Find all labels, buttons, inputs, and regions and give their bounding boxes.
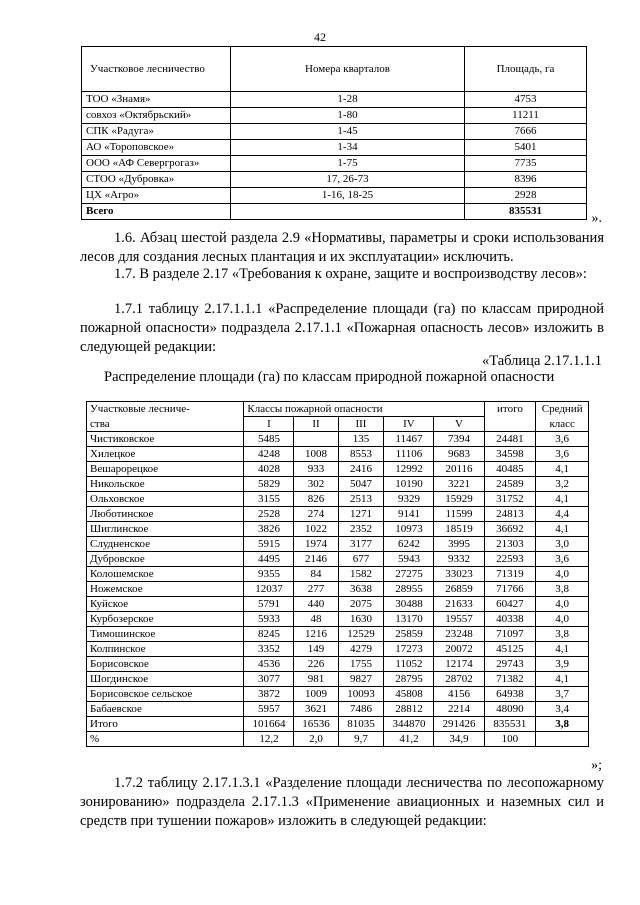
table-row xyxy=(82,124,587,140)
class-2-area: 1974 xyxy=(294,537,338,552)
class-2-area: 1009 xyxy=(294,687,338,702)
class-2-area: 302 xyxy=(294,477,338,492)
class-1-area: 5485 xyxy=(244,432,294,447)
average-class: 3,6 xyxy=(536,432,589,447)
class-2-area: 1008 xyxy=(294,447,338,462)
table-row xyxy=(87,672,589,687)
table-row xyxy=(87,522,589,537)
class-1-area: 12037 xyxy=(244,582,294,597)
class-1-area: 4495 xyxy=(244,552,294,567)
class-label: V xyxy=(434,417,484,432)
table-row xyxy=(87,612,589,627)
average-class: 4,0 xyxy=(536,567,589,582)
area-value: 2928 xyxy=(465,188,587,204)
class-1-area: 9355 xyxy=(244,567,294,582)
table-row xyxy=(87,567,589,582)
table-row xyxy=(87,432,589,447)
district-name: Тимошинское xyxy=(87,627,244,642)
class-5-area: 20116 xyxy=(434,462,484,477)
table-row xyxy=(87,507,589,522)
class-2-area: 226 xyxy=(294,657,338,672)
class-3-area: 2352 xyxy=(338,522,384,537)
class-4-area: 6242 xyxy=(384,537,434,552)
class-5-area: 12174 xyxy=(434,657,484,672)
class-1-area: 3077 xyxy=(244,672,294,687)
district-name: СТОО «Дубровка» xyxy=(82,172,231,188)
table-label: «Таблица 2.17.1.1.1 xyxy=(481,353,602,369)
total-area: 29743 xyxy=(484,657,536,672)
class-3-area: 677 xyxy=(338,552,384,567)
paragraph-1-7-1: 1.7.1 таблицу 2.17.1.1.1 «Распределение площади (га) по классам природной пожарной опасности» подраздела 2.17.1.1 «Пожарная опасность лесов» изложить в следующей редакции: xyxy=(80,301,604,355)
district-name: Дубровское xyxy=(87,552,244,567)
district-name: ТОО «Знамя» xyxy=(82,92,231,108)
total-label: Всего xyxy=(82,204,231,220)
district-name: Колошемское xyxy=(87,567,244,582)
class-2-area xyxy=(294,432,338,447)
class-5-area: 11599 xyxy=(434,507,484,522)
class-5-area: 34,9 xyxy=(434,732,484,747)
paragraph-1-7: 1.7. В разделе 2.17 «Требования к охране, защите и воспроизводству лесов»: xyxy=(114,266,587,282)
class-2-area: 149 xyxy=(294,642,338,657)
district-name: Курбозерское xyxy=(87,612,244,627)
class-1-area: 4028 xyxy=(244,462,294,477)
class-5-area: 3221 xyxy=(434,477,484,492)
class-1-area: 101664 xyxy=(244,717,294,732)
class-5-area: 2214 xyxy=(434,702,484,717)
district-name: Борисовское сельское xyxy=(87,687,244,702)
class-3-area: 8553 xyxy=(338,447,384,462)
table-row xyxy=(87,447,589,462)
closing-quote: ». xyxy=(591,211,602,226)
total-area: 31752 xyxy=(484,492,536,507)
class-4-area: 30488 xyxy=(384,597,434,612)
table-row xyxy=(87,642,589,657)
total-row xyxy=(87,717,589,732)
district-name: Борисовское xyxy=(87,657,244,672)
table-row xyxy=(87,537,589,552)
class-5-area: 9683 xyxy=(434,447,484,462)
total-quarters xyxy=(231,204,465,220)
class-2-area: 981 xyxy=(294,672,338,687)
class-4-area: 28795 xyxy=(384,672,434,687)
table-subheader-row xyxy=(87,417,589,432)
quarter-numbers: 1-34 xyxy=(231,140,465,156)
area-value: 4753 xyxy=(465,92,587,108)
class-3-area: 1582 xyxy=(338,567,384,582)
class-1-area: 5915 xyxy=(244,537,294,552)
class-4-area: 45808 xyxy=(384,687,434,702)
class-4-area: 11106 xyxy=(384,447,434,462)
header-total-cont xyxy=(484,417,536,432)
class-1-area: 5957 xyxy=(244,702,294,717)
class-5-area: 3995 xyxy=(434,537,484,552)
total-area: 40485 xyxy=(484,462,536,477)
total-area: 100 xyxy=(484,732,536,747)
class-3-area: 3177 xyxy=(338,537,384,552)
class-3-area: 1755 xyxy=(338,657,384,672)
total-area: 48090 xyxy=(484,702,536,717)
table-row xyxy=(82,156,587,172)
class-1-area: 3352 xyxy=(244,642,294,657)
class-5-area: 18519 xyxy=(434,522,484,537)
class-3-area: 4279 xyxy=(338,642,384,657)
average-class: 3,6 xyxy=(536,447,589,462)
class-4-area: 5943 xyxy=(384,552,434,567)
class-3-area: 2416 xyxy=(338,462,384,477)
district-name: Шиглинское xyxy=(87,522,244,537)
class-1-area: 3826 xyxy=(244,522,294,537)
class-2-area: 826 xyxy=(294,492,338,507)
total-area: 22593 xyxy=(484,552,536,567)
percent-row xyxy=(87,732,589,747)
header-district: Участковое лесничество xyxy=(82,47,231,92)
class-2-area: 274 xyxy=(294,507,338,522)
total-area: 45125 xyxy=(484,642,536,657)
average-class: 4,1 xyxy=(536,522,589,537)
average-class: 4,1 xyxy=(536,672,589,687)
header-total: итого xyxy=(484,402,536,417)
class-2-area: 2146 xyxy=(294,552,338,567)
class-4-area: 9141 xyxy=(384,507,434,522)
quarter-numbers: 1-28 xyxy=(231,92,465,108)
district-name: Ножемское xyxy=(87,582,244,597)
average-class: 3,4 xyxy=(536,702,589,717)
district-name: Шогдинское xyxy=(87,672,244,687)
average-class: 4,1 xyxy=(536,492,589,507)
fire-hazard-table xyxy=(86,401,589,747)
class-1-area: 5829 xyxy=(244,477,294,492)
district-name: ЦХ «Агро» xyxy=(82,188,231,204)
class-4-area: 28955 xyxy=(384,582,434,597)
average-class: 3,7 xyxy=(536,687,589,702)
total-area: 60427 xyxy=(484,597,536,612)
table-row xyxy=(87,657,589,672)
average-class: 3,2 xyxy=(536,477,589,492)
class-4-area: 12992 xyxy=(384,462,434,477)
average-class: 4,1 xyxy=(536,462,589,477)
class-4-area: 25859 xyxy=(384,627,434,642)
class-2-area: 277 xyxy=(294,582,338,597)
table-row xyxy=(82,140,587,156)
total-area: 71382 xyxy=(484,672,536,687)
quarter-numbers: 17, 26-73 xyxy=(231,172,465,188)
class-3-area: 1630 xyxy=(338,612,384,627)
table-row xyxy=(87,462,589,477)
average-class: 3,6 xyxy=(536,552,589,567)
class-2-area: 1216 xyxy=(294,627,338,642)
class-4-area: 41,2 xyxy=(384,732,434,747)
paragraph-1-6: 1.6. Абзац шестой раздела 2.9 «Нормативы, параметры и сроки использования лесов для создания лесных плантация и их эксплуатации» исключить. xyxy=(80,230,604,265)
class-4-area: 10973 xyxy=(384,522,434,537)
table-row xyxy=(82,188,587,204)
class-5-area: 291426 xyxy=(434,717,484,732)
district-name: Колпинское xyxy=(87,642,244,657)
class-5-area: 4156 xyxy=(434,687,484,702)
class-5-area: 26859 xyxy=(434,582,484,597)
district-name: Бабаевское xyxy=(87,702,244,717)
quarter-numbers: 1-80 xyxy=(231,108,465,124)
table-row xyxy=(82,92,587,108)
area-value: 5401 xyxy=(465,140,587,156)
class-4-area: 28812 xyxy=(384,702,434,717)
class-2-area: 1022 xyxy=(294,522,338,537)
district-name: Ольховское xyxy=(87,492,244,507)
closing-quote-2: »; xyxy=(591,758,602,773)
class-3-area: 9827 xyxy=(338,672,384,687)
page-number: 42 xyxy=(314,30,326,44)
total-area: 34598 xyxy=(484,447,536,462)
total-area: 71766 xyxy=(484,582,536,597)
class-2-area: 16536 xyxy=(294,717,338,732)
class-5-area: 7394 xyxy=(434,432,484,447)
table-row xyxy=(87,477,589,492)
area-value: 8396 xyxy=(465,172,587,188)
class-4-area: 11467 xyxy=(384,432,434,447)
class-5-area: 28702 xyxy=(434,672,484,687)
header-district-cont: ства xyxy=(87,417,244,432)
table-row xyxy=(82,172,587,188)
class-4-area: 13170 xyxy=(384,612,434,627)
class-label: II xyxy=(294,417,338,432)
class-3-area: 2513 xyxy=(338,492,384,507)
total-row xyxy=(82,204,587,220)
total-area: 24589 xyxy=(484,477,536,492)
average-class: 4,0 xyxy=(536,612,589,627)
district-name: АО «Тороповское» xyxy=(82,140,231,156)
district-name: Никольское xyxy=(87,477,244,492)
class-2-area: 2,0 xyxy=(294,732,338,747)
class-3-area: 3638 xyxy=(338,582,384,597)
class-5-area: 33023 xyxy=(434,567,484,582)
class-1-area: 5791 xyxy=(244,597,294,612)
total-area: 835531 xyxy=(465,204,587,220)
quarter-numbers: 1-75 xyxy=(231,156,465,172)
header-area: Площадь, га xyxy=(465,47,587,92)
average-class: 4,0 xyxy=(536,597,589,612)
class-3-area: 1271 xyxy=(338,507,384,522)
total-area: 64938 xyxy=(484,687,536,702)
class-2-area: 48 xyxy=(294,612,338,627)
average-class: 4,4 xyxy=(536,507,589,522)
header-fire-classes: Классы пожарной опасности xyxy=(244,402,484,417)
total-area: 24813 xyxy=(484,507,536,522)
average-class: 3,8 xyxy=(536,717,589,732)
total-area: 21303 xyxy=(484,537,536,552)
class-5-area: 20072 xyxy=(434,642,484,657)
class-2-area: 84 xyxy=(294,567,338,582)
district-name: Куйское xyxy=(87,597,244,612)
quarter-numbers: 1-16, 18-25 xyxy=(231,188,465,204)
class-5-area: 21633 xyxy=(434,597,484,612)
table-title: Распределение площади (га) по классам природной пожарной опасности xyxy=(104,369,555,385)
class-3-area: 81035 xyxy=(338,717,384,732)
class-4-area: 27275 xyxy=(384,567,434,582)
class-label: III xyxy=(338,417,384,432)
class-1-area: 4536 xyxy=(244,657,294,672)
average-class: 4,1 xyxy=(536,642,589,657)
table-row xyxy=(87,492,589,507)
total-area: 40338 xyxy=(484,612,536,627)
paragraph-1-7-2: 1.7.2 таблицу 2.17.1.3.1 «Разделение площади лесничества по лесопожарному зонированию» подраздела 2.17.1.3 «Применение авиационных и наземных сил и средств при тушении пожаров» изложить в следующей редакции: xyxy=(80,775,604,829)
class-5-area: 9332 xyxy=(434,552,484,567)
district-name: ООО «АФ Севергрогаз» xyxy=(82,156,231,172)
class-5-area: 19557 xyxy=(434,612,484,627)
class-1-area: 5933 xyxy=(244,612,294,627)
class-2-area: 3621 xyxy=(294,702,338,717)
area-value: 7735 xyxy=(465,156,587,172)
class-4-area: 9329 xyxy=(384,492,434,507)
class-1-area: 2528 xyxy=(244,507,294,522)
class-3-area: 7486 xyxy=(338,702,384,717)
header-quarters: Номера кварталов xyxy=(231,47,465,92)
average-class: 3,0 xyxy=(536,537,589,552)
district-name: совхоз «Октябрьский» xyxy=(82,108,231,124)
average-class: 3,8 xyxy=(536,582,589,597)
class-3-area: 135 xyxy=(338,432,384,447)
table-row xyxy=(87,687,589,702)
table-row xyxy=(82,108,587,124)
table-row xyxy=(87,582,589,597)
class-4-area: 17273 xyxy=(384,642,434,657)
area-value: 7666 xyxy=(465,124,587,140)
class-1-area: 4248 xyxy=(244,447,294,462)
class-label: IV xyxy=(384,417,434,432)
class-4-area: 344870 xyxy=(384,717,434,732)
area-value: 11211 xyxy=(465,108,587,124)
class-4-area: 11052 xyxy=(384,657,434,672)
total-area: 71319 xyxy=(484,567,536,582)
header-average: Средний xyxy=(536,402,589,417)
district-name: Слудненское xyxy=(87,537,244,552)
table-header-row xyxy=(82,47,587,92)
district-name: Люботинское xyxy=(87,507,244,522)
class-1-area: 3872 xyxy=(244,687,294,702)
table-row xyxy=(87,627,589,642)
table-row xyxy=(87,597,589,612)
district-name: СПК «Радуга» xyxy=(82,124,231,140)
header-average-cont: класс xyxy=(536,417,589,432)
table-row xyxy=(87,552,589,567)
total-area: 36692 xyxy=(484,522,536,537)
district-name: Вешарорецкое xyxy=(87,462,244,477)
average-class: 3,9 xyxy=(536,657,589,672)
class-1-area: 3155 xyxy=(244,492,294,507)
class-4-area: 10190 xyxy=(384,477,434,492)
district-name: Итого xyxy=(87,717,244,732)
class-label: I xyxy=(244,417,294,432)
class-1-area: 8245 xyxy=(244,627,294,642)
class-5-area: 15929 xyxy=(434,492,484,507)
class-3-area: 10093 xyxy=(338,687,384,702)
class-2-area: 933 xyxy=(294,462,338,477)
class-1-area: 12,2 xyxy=(244,732,294,747)
average-class xyxy=(536,732,589,747)
forest-districts-table xyxy=(81,46,587,220)
class-3-area: 5047 xyxy=(338,477,384,492)
class-5-area: 23248 xyxy=(434,627,484,642)
table-row xyxy=(87,702,589,717)
total-area: 24481 xyxy=(484,432,536,447)
class-3-area: 2075 xyxy=(338,597,384,612)
class-3-area: 12529 xyxy=(338,627,384,642)
header-district: Участковые лесниче- xyxy=(87,402,244,417)
district-name: Хилецкое xyxy=(87,447,244,462)
district-name: Чистиковское xyxy=(87,432,244,447)
district-name: % xyxy=(87,732,244,747)
class-2-area: 440 xyxy=(294,597,338,612)
class-3-area: 9,7 xyxy=(338,732,384,747)
average-class: 3,8 xyxy=(536,627,589,642)
total-area: 71097 xyxy=(484,627,536,642)
quarter-numbers: 1-45 xyxy=(231,124,465,140)
total-area: 835531 xyxy=(484,717,536,732)
table-header-row xyxy=(87,402,589,417)
